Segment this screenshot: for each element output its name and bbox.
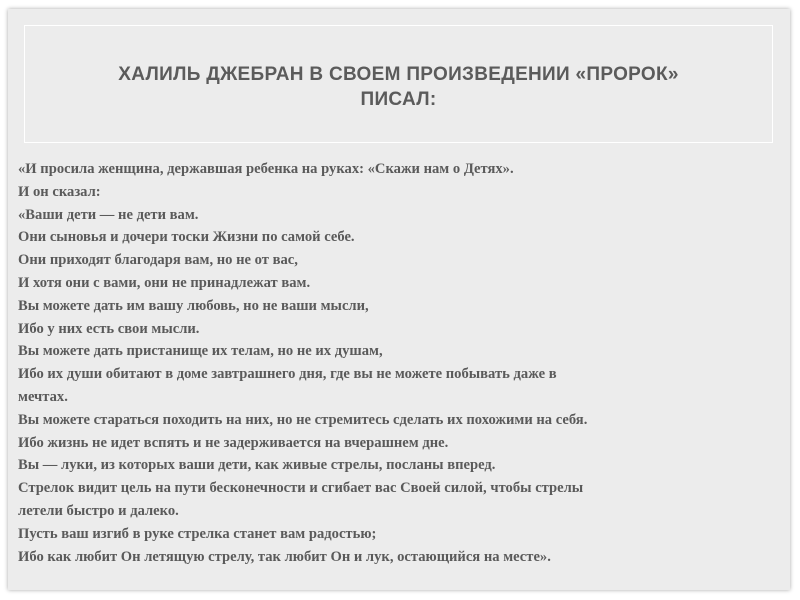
quote-line: Вы — луки, из которых ваши дети, как живые стрелы, посланы вперед.: [18, 457, 496, 474]
quote-line: Вы можете стараться походить на них, но не стремитесь сделать их похожими на себя.: [18, 411, 588, 428]
quote-line: мечтах.: [18, 388, 68, 405]
title-frame: [24, 25, 773, 143]
quote-line: «Ваши дети — не дети вам.: [18, 206, 199, 223]
quote-line: «И просила женщина, державшая ребенка на руках: «Скажи нам о Детях».: [18, 161, 514, 177]
quote-line: Вы можете дать пристанище их телам, но не их душам,: [18, 343, 383, 360]
quote-line: летели быстро и далеко.: [18, 502, 179, 519]
quote-line: Стрелок видит цель на пути бесконечности и сгибает вас Своей силой, чтобы стрелы: [18, 480, 584, 497]
quote-line: Ибо у них есть свои мысли.: [18, 320, 200, 337]
quote-text: [18, 158, 778, 568]
quote-line: И хотя они с вами, они не принадлежат вам.: [18, 274, 311, 291]
slide-title-line-1: ХАЛИЛЬ ДЖЕБРАН В СВОЕМ ПРОИЗВЕДЕНИИ «ПРОРОК»: [118, 64, 679, 85]
quote-line: И он сказал:: [18, 183, 101, 200]
slide-title: [25, 62, 772, 112]
quote-line: Ибо их души обитают в доме завтрашнего дня, где вы не можете побывать даже в: [18, 366, 557, 383]
quote-line: Ибо жизнь не идет вспять и не задерживается на вчерашнем дне.: [18, 434, 449, 451]
quote-line: Пусть ваш изгиб в руке стрелка станет вам радостью;: [18, 525, 377, 542]
slide-title-line-2: ПИСАЛ:: [360, 89, 437, 110]
quote-line: Они приходят благодаря вам, но не от вас,: [18, 252, 298, 269]
quote-line: Вы можете дать им вашу любовь, но не ваши мысли,: [18, 297, 369, 314]
quote-line: Они сыновья и дочери тоски Жизни по самой себе.: [18, 229, 355, 246]
quote-line: Ибо как любит Он летящую стрелу, так любит Он и лук, остающийся на месте».: [18, 548, 551, 565]
slide: [8, 9, 790, 590]
